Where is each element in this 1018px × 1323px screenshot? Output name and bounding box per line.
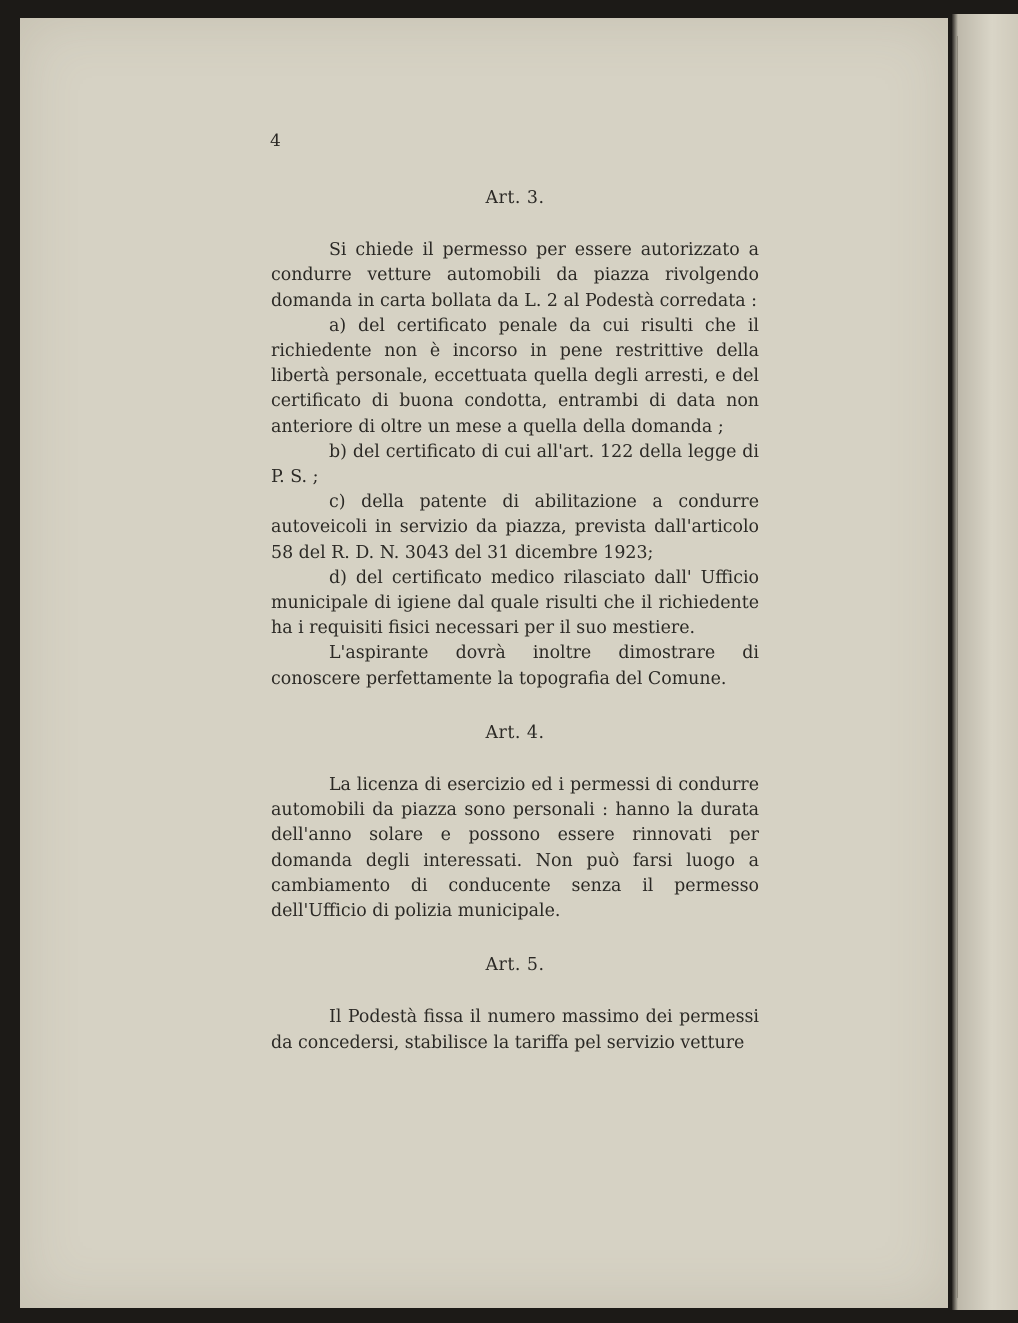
article-3-closing: L'aspirante dovrà inoltre dimostrare di conoscere perfettamente la topografia del Comune.: [271, 643, 759, 689]
article-5-title: Art. 5.: [485, 955, 545, 976]
article-3-item-b: b) del certificato di cui all'art. 122 della legge di P. S. ;: [271, 441, 759, 488]
article-5-text: Il Podestà fissa il numero massimo dei permessi da concedersi, stabilisce la tariffa pel servizio vetture: [271, 1007, 759, 1053]
article-3-item-a: a) del certificato penale da cui risulti che il richiedente non è incorso in pene restrittive della libertà personale, eccettuata quella degli arresti, e del certificato di buona condotta, entrambi di data non anteriore di oltre un mese a quella della domanda ;: [271, 315, 759, 437]
article-3-item-c: c) della patente di abilitazione a condurre autoveicoli in servizio da piazza, prevista dall'articolo 58 del R. D. N. 3043 del 31 dicembre 1923;: [271, 492, 759, 563]
article-3-title: Art. 3.: [485, 188, 545, 208]
page-number: 4: [270, 131, 281, 151]
article-3-intro: Si chiede il permesso per essere autorizzato a condurre vetture automobili da piazza rivolgendo domanda in carta bollata da L. 2 al Podestà corredata :: [271, 240, 759, 311]
article-4-text: La licenza di esercizio ed i permessi di condurre automobili da piazza sono personali : hanno la durata dell'anno solare e possono essere rinnovati per domanda degli interessati. Non può farsi luogo a cambiamento di conducente senza il permesso dell'Ufficio di polizia municipale.: [271, 775, 759, 922]
adjacent-page-edge: [952, 14, 1018, 1310]
article-4-title: Art. 4.: [485, 722, 545, 743]
article-3-item-d: d) del certificato medico rilasciato dall' Ufficio municipale di igiene dal quale risulti che il richiedente ha i requisiti fisici necessari per il suo mestiere.: [271, 567, 759, 639]
document-body: [271, 186, 759, 1056]
